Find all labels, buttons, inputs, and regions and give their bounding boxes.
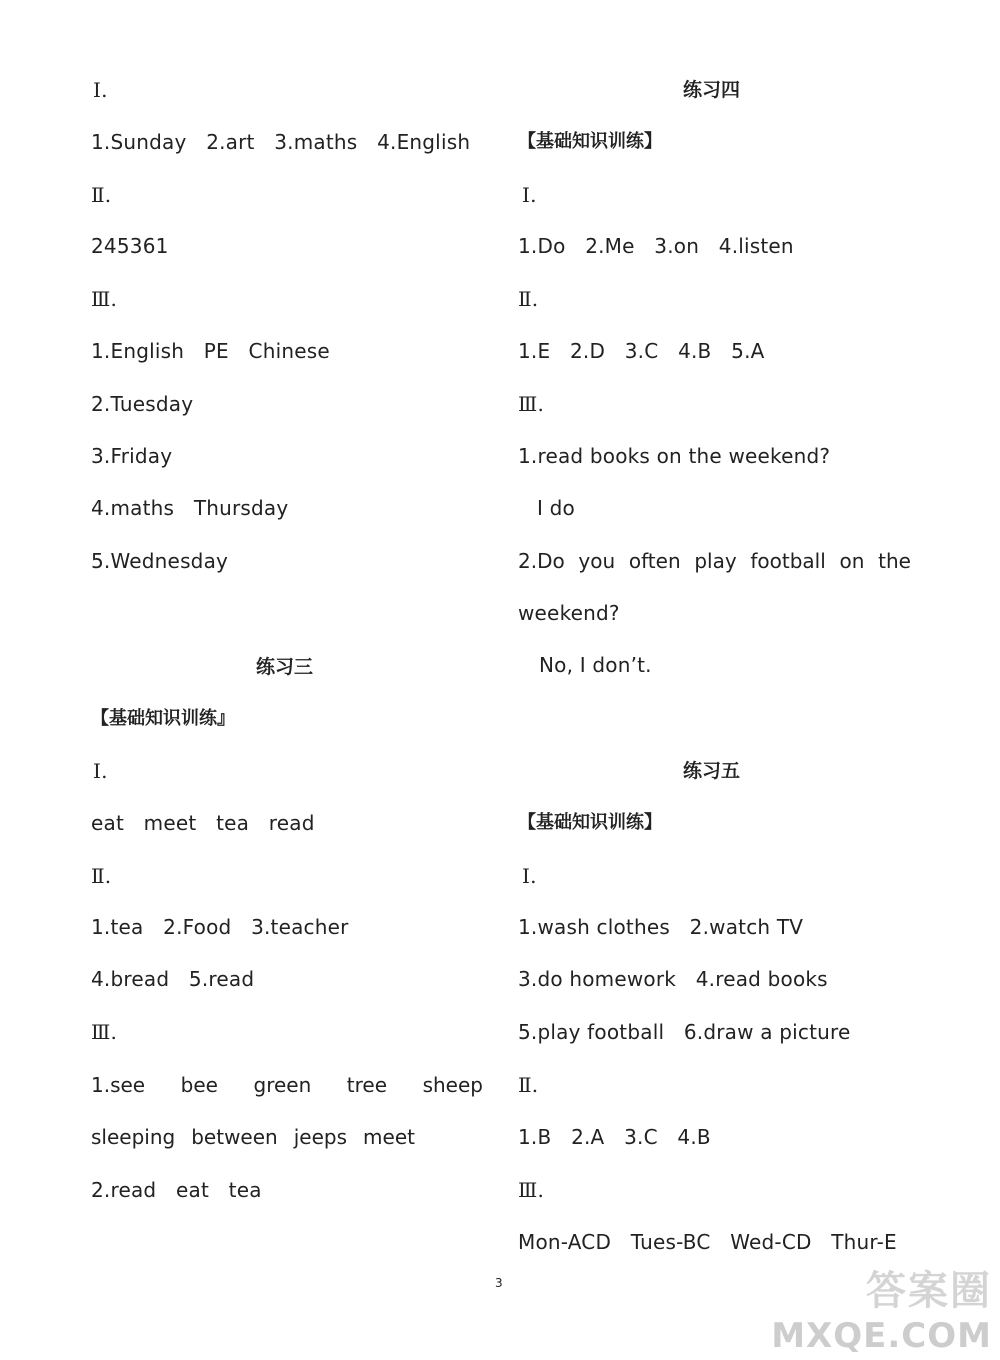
word: often bbox=[628, 549, 681, 573]
answer-item: 2.Tuesday bbox=[91, 392, 194, 416]
word: play bbox=[694, 549, 737, 573]
answer-line: 245361 bbox=[91, 234, 169, 258]
word: jeeps bbox=[293, 1125, 348, 1149]
section-roman-3: Ⅲ. bbox=[91, 1020, 118, 1044]
word: football bbox=[750, 549, 826, 573]
answer-line: 3.do homework 4.read books bbox=[518, 967, 828, 991]
answer-line: I do bbox=[537, 496, 575, 520]
section-roman-1: Ⅰ. bbox=[522, 183, 537, 207]
section-roman-2: Ⅱ. bbox=[91, 183, 112, 207]
section-roman-1: Ⅰ. bbox=[522, 864, 537, 888]
word-row bbox=[91, 1124, 415, 1150]
answer-line: 1.tea 2.Food 3.teacher bbox=[91, 915, 349, 939]
section-title-3: 练习三 bbox=[256, 656, 314, 678]
word: tree bbox=[346, 1073, 388, 1097]
answer-line: 1.wash clothes 2.watch TV bbox=[518, 915, 804, 939]
section-subtitle: 【基础知识训练】 bbox=[518, 131, 662, 152]
word-row bbox=[91, 1072, 483, 1098]
answer-item: 3.Friday bbox=[91, 444, 173, 468]
answer-line: 4.bread 5.read bbox=[91, 967, 255, 991]
answer-line: 5.play football 6.draw a picture bbox=[518, 1020, 851, 1044]
answer-line: weekend? bbox=[518, 601, 620, 625]
word: bee bbox=[180, 1073, 218, 1097]
word: 2.Do bbox=[518, 549, 565, 573]
answer-line: 1.read books on the weekend? bbox=[518, 444, 831, 468]
watermark-logo-text: 答案圈 bbox=[866, 1268, 992, 1314]
word: sleeping bbox=[91, 1125, 176, 1149]
word: sheep bbox=[422, 1073, 483, 1097]
section-roman-3: Ⅲ. bbox=[518, 392, 545, 416]
answer-line: 1.Sunday 2.art 3.maths 4.English bbox=[91, 130, 471, 154]
word: meet bbox=[363, 1125, 415, 1149]
section-roman-2: Ⅱ. bbox=[518, 287, 539, 311]
answer-line: Mon-ACD Tues-BC Wed-CD Thur-E bbox=[518, 1230, 897, 1254]
section-roman-1: Ⅰ. bbox=[93, 78, 108, 102]
watermark-url: MXQE.COM bbox=[771, 1316, 992, 1356]
section-roman-2: Ⅱ. bbox=[518, 1073, 539, 1097]
answer-item: 4.maths Thursday bbox=[91, 496, 289, 520]
section-roman-3: Ⅲ. bbox=[91, 287, 118, 311]
section-title-4: 练习四 bbox=[683, 79, 741, 101]
word: the bbox=[878, 549, 911, 573]
word: you bbox=[578, 549, 616, 573]
section-subtitle: 【基础知识训练】 bbox=[518, 812, 662, 833]
section-title-5: 练习五 bbox=[683, 760, 741, 782]
word: 1.see bbox=[91, 1073, 146, 1097]
word: between bbox=[191, 1125, 278, 1149]
answer-line: 1.Do 2.Me 3.on 4.listen bbox=[518, 234, 794, 258]
section-roman-3: Ⅲ. bbox=[518, 1178, 545, 1202]
page-number: 3 bbox=[495, 1276, 503, 1290]
section-roman-2: Ⅱ. bbox=[91, 864, 112, 888]
answer-line: 1.E 2.D 3.C 4.B 5.A bbox=[518, 339, 765, 363]
answer-line: No, I don’t. bbox=[539, 653, 652, 677]
word-row bbox=[518, 548, 911, 574]
section-roman-1: Ⅰ. bbox=[93, 759, 108, 783]
section-subtitle: 【基础知识训练』 bbox=[91, 708, 235, 729]
answer-item: 1.English PE Chinese bbox=[91, 339, 330, 363]
word: on bbox=[839, 549, 865, 573]
answer-line: 2.read eat tea bbox=[91, 1178, 262, 1202]
answer-line: 1.B 2.A 3.C 4.B bbox=[518, 1125, 711, 1149]
watermark bbox=[771, 1259, 992, 1356]
word: green bbox=[253, 1073, 312, 1097]
answer-item: 5.Wednesday bbox=[91, 549, 229, 573]
answer-line: eat meet tea read bbox=[91, 811, 315, 835]
